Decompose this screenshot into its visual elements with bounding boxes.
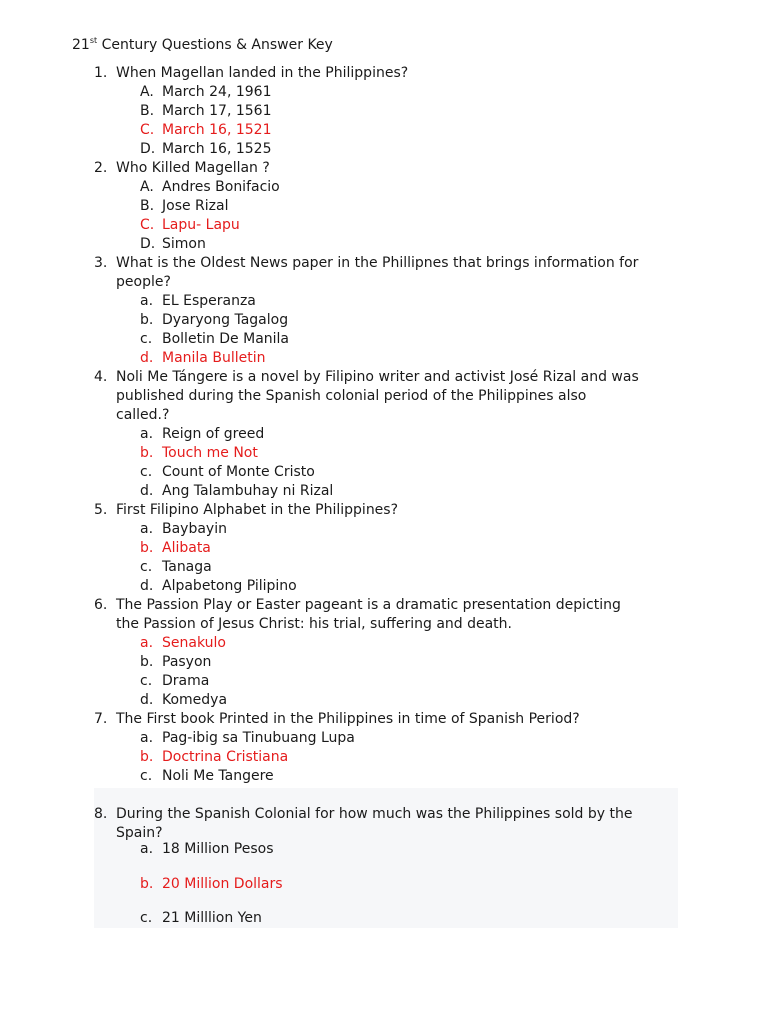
option-text: 20 Million Dollars — [162, 876, 283, 892]
option-letter: A. — [140, 179, 154, 195]
answer-option-correct — [94, 216, 694, 235]
question-5 — [94, 501, 694, 520]
question-3 — [94, 254, 694, 292]
answer-option — [94, 311, 694, 330]
option-text: Lapu- Lapu — [162, 217, 240, 233]
question-text: The Passion Play or Easter pageant is a dramatic presentation depicting the Passion of Jesus Christ: his trial, suffering and death. — [116, 597, 621, 632]
question-number: 6. — [94, 597, 108, 613]
answer-option — [94, 672, 694, 691]
answer-option-correct — [94, 875, 662, 894]
option-text: Doctrina Cristiana — [162, 749, 289, 765]
option-text: 21 Milllion Yen — [162, 910, 262, 926]
option-text: Tanaga — [162, 559, 212, 575]
option-letter: c. — [140, 331, 153, 347]
question-8 — [94, 805, 700, 843]
question-text: During the Spanish Colonial for how much was the Philippines sold by the Spain? — [116, 806, 633, 841]
answer-option — [94, 197, 694, 216]
option-letter: B. — [140, 198, 155, 214]
question-number: 5. — [94, 502, 108, 518]
option-text: Drama — [162, 673, 210, 689]
option-text: Reign of greed — [162, 426, 265, 442]
answer-option-correct — [94, 121, 694, 140]
option-letter: c. — [140, 768, 153, 784]
answer-option — [94, 292, 694, 311]
answer-option — [94, 558, 694, 577]
question-text: First Filipino Alphabet in the Philippines? — [116, 502, 399, 518]
option-letter: a. — [140, 730, 154, 746]
option-letter: b. — [140, 654, 154, 670]
answer-option-correct — [94, 634, 694, 653]
option-letter: c. — [140, 673, 153, 689]
option-letter: c. — [140, 464, 153, 480]
question-6 — [94, 596, 694, 634]
answer-option — [94, 482, 694, 501]
option-text: Alibata — [162, 540, 211, 556]
option-text: Simon — [162, 236, 206, 252]
question-8-block — [94, 788, 678, 928]
option-letter: B. — [140, 103, 155, 119]
question-1 — [94, 64, 694, 83]
option-text: Touch me Not — [162, 445, 258, 461]
option-letter: d. — [140, 483, 154, 499]
option-letter: b. — [140, 876, 154, 892]
answer-option — [94, 767, 694, 786]
option-letter: b. — [140, 445, 154, 461]
option-text: Count of Monte Cristo — [162, 464, 315, 480]
title-number: 21 — [72, 37, 90, 53]
question-text: The First book Printed in the Philippines in time of Spanish Period? — [116, 711, 580, 727]
answer-option-correct — [94, 349, 694, 368]
question-number: 7. — [94, 711, 108, 727]
title-text: Century Questions & Answer Key — [97, 37, 333, 53]
question-number: 4. — [94, 369, 108, 385]
option-letter: a. — [140, 841, 154, 857]
answer-option — [94, 840, 662, 859]
option-text: Senakulo — [162, 635, 226, 651]
option-text: Alpabetong Pilipino — [162, 578, 297, 594]
option-text: Noli Me Tangere — [162, 768, 274, 784]
question-text: When Magellan landed in the Philippines? — [116, 65, 409, 81]
option-text: Komedya — [162, 692, 228, 708]
question-text: Noli Me Tángere is a novel by Filipino writer and activist José Rizal and was published during the Spanish colonial period of the Philippines also called.? — [116, 369, 639, 423]
answer-option — [94, 83, 694, 102]
option-letter: c. — [140, 559, 153, 575]
option-text: Pasyon — [162, 654, 212, 670]
question-number: 3. — [94, 255, 108, 271]
question-7 — [94, 710, 694, 729]
option-text: Dyaryong Tagalog — [162, 312, 289, 328]
option-letter: D. — [140, 236, 156, 252]
question-list — [94, 64, 694, 805]
answer-option — [94, 577, 694, 596]
answer-option — [94, 235, 694, 254]
question-number: 1. — [94, 65, 108, 81]
option-text: March 16, 1525 — [162, 141, 272, 157]
option-text: Pag-ibig sa Tinubuang Lupa — [162, 730, 355, 746]
question-text: What is the Oldest News paper in the Phillipnes that brings information for people? — [116, 255, 639, 290]
option-letter: a. — [140, 293, 154, 309]
answer-option — [94, 463, 694, 482]
option-text: Ang Talambuhay ni Rizal — [162, 483, 334, 499]
option-text: March 24, 1961 — [162, 84, 272, 100]
answer-option — [94, 691, 694, 710]
answer-option — [94, 102, 694, 121]
option-text: March 17, 1561 — [162, 103, 272, 119]
option-letter: a. — [140, 426, 154, 442]
option-letter: b. — [140, 312, 154, 328]
option-text: March 16, 1521 — [162, 122, 272, 138]
option-letter: C. — [140, 122, 155, 138]
option-letter: b. — [140, 749, 154, 765]
option-text: Manila Bulletin — [162, 350, 266, 366]
option-text: Andres Bonifacio — [162, 179, 280, 195]
answer-option-correct — [94, 748, 694, 767]
question-number: 8. — [94, 806, 108, 822]
option-text: Bolletin De Manila — [162, 331, 289, 347]
question-number: 2. — [94, 160, 108, 176]
question-2 — [94, 159, 694, 178]
answer-option — [94, 425, 694, 444]
document-title — [72, 36, 333, 54]
option-text: 18 Million Pesos — [162, 841, 274, 857]
option-text: Baybayin — [162, 521, 227, 537]
option-letter: b. — [140, 540, 154, 556]
option-letter: d. — [140, 350, 154, 366]
option-text: Jose Rizal — [162, 198, 229, 214]
answer-option — [94, 909, 662, 928]
option-letter: A. — [140, 84, 154, 100]
option-letter: D. — [140, 141, 156, 157]
answer-option — [94, 330, 694, 349]
question-text: Who Killed Magellan ? — [116, 160, 270, 176]
answer-option-correct — [94, 539, 694, 558]
answer-option-correct — [94, 444, 694, 463]
option-letter: d. — [140, 578, 154, 594]
option-letter: C. — [140, 217, 155, 233]
option-letter: c. — [140, 910, 153, 926]
option-letter: a. — [140, 521, 154, 537]
answer-option — [94, 729, 694, 748]
option-letter: d. — [140, 692, 154, 708]
answer-option — [94, 520, 694, 539]
option-text: EL Esperanza — [162, 293, 256, 309]
answer-option — [94, 140, 694, 159]
answer-option — [94, 178, 694, 197]
title-ordinal-suffix: st — [89, 36, 98, 45]
option-letter: a. — [140, 635, 154, 651]
question-4 — [94, 368, 694, 425]
answer-option — [94, 653, 694, 672]
